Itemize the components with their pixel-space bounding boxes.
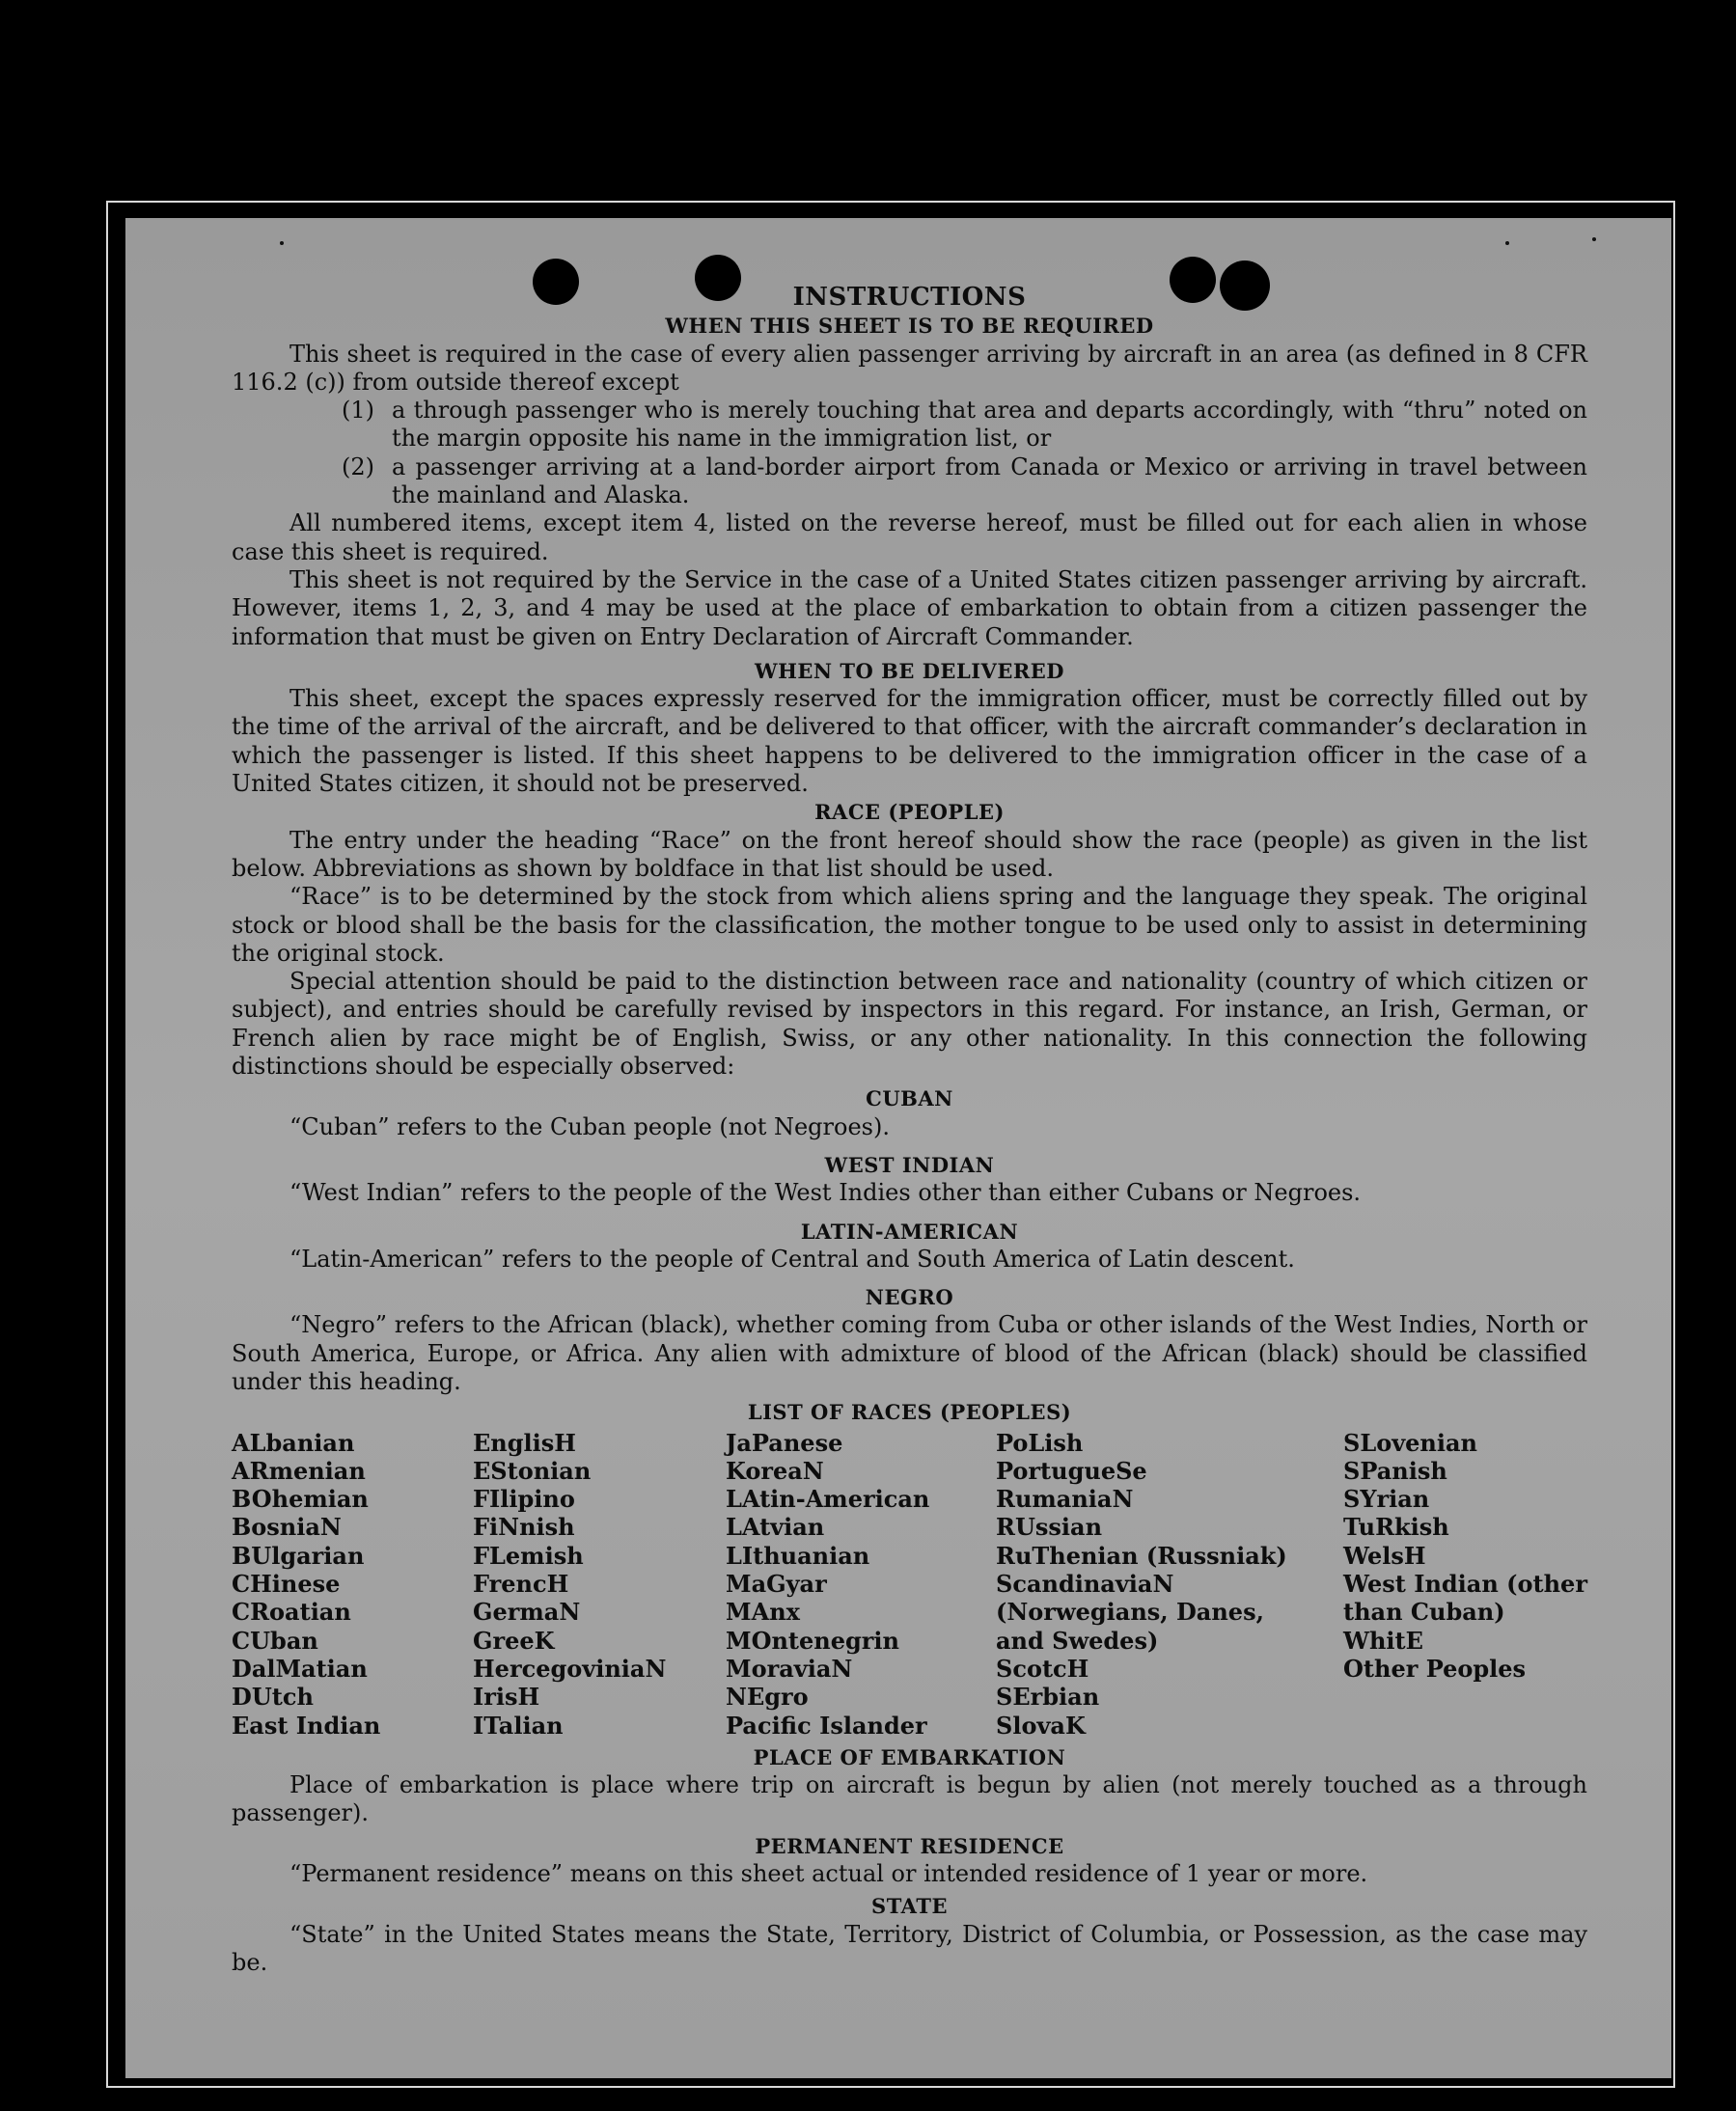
race-entry: RumaniaN (996, 1485, 1134, 1514)
race-entry: DalMatian (232, 1654, 368, 1683)
race-entry: FLemish (473, 1541, 584, 1570)
race-entry: West Indian (other than Cuban) (1343, 1570, 1587, 1627)
paragraph-required: This sheet is required in the case of every alien passenger arriving by aircraft in an area (as defined in 8 CFR 116.2 (c)) from outside thereof except (232, 340, 1587, 396)
race-entry: MAnx (726, 1598, 800, 1627)
race-entry: ALbanian (232, 1428, 355, 1457)
race-entry: East Indian (232, 1711, 381, 1740)
race-entry: TuRkish (1343, 1513, 1449, 1542)
race-entry: ITalian (473, 1711, 564, 1740)
paragraph-cuban: “Cuban” refers to the Cuban people (not Negroes). (289, 1112, 890, 1140)
heading-when-delivered: WHEN TO BE DELIVERED (754, 658, 1064, 683)
races-column-2 (473, 1429, 726, 1740)
paragraph-race-entry: The entry under the heading “Race” on the front hereof should show the race (people) as given in the list below. Abbreviations as shown by boldface in that list should be used. (232, 826, 1587, 882)
race-entry: FIlipino (473, 1485, 575, 1514)
race-entry: DUtch (232, 1683, 314, 1712)
race-entry: MaGyar (726, 1570, 827, 1599)
paragraph-west-indian: “West Indian” refers to the people of the West Indies other than either Cubans or Negroes. (289, 1179, 1362, 1207)
race-entry: FiNnish (473, 1513, 575, 1542)
race-entry: HercegoviniaN (473, 1654, 667, 1683)
race-entry: LAtin-American (726, 1485, 930, 1514)
scan-speck (1592, 237, 1596, 241)
heading-negro: NEGRO (865, 1285, 954, 1310)
item-number: (2) (342, 452, 374, 480)
item-text: a passenger arriving at a land-border airport from Canada or Mexico or arriving in travel between the mainland and Alaska. (392, 452, 1587, 509)
race-entry: PoLish (996, 1428, 1084, 1457)
paragraph-embarkation: Place of embarkation is place where trip on aircraft is begun by alien (not merely touched as a through passenger). (232, 1771, 1587, 1827)
race-entry: SlovaK (996, 1711, 1086, 1740)
race-entry: FrencH (473, 1570, 569, 1599)
race-entry: PortugueSe (996, 1456, 1147, 1485)
scan-speck (1505, 241, 1509, 245)
heading-when-required: WHEN THIS SHEET IS TO BE REQUIRED (665, 314, 1154, 339)
race-entry: RuThenian (Russniak) (996, 1541, 1287, 1570)
heading-state: STATE (871, 1894, 948, 1919)
race-entry: RUssian (996, 1513, 1103, 1542)
page-title: INSTRUCTIONS (792, 283, 1027, 312)
heading-latin-american: LATIN-AMERICAN (800, 1219, 1019, 1244)
paragraph-numbered-items: All numbered items, except item 4, listed on the reverse hereof, must be filled out for each alien in whose case this sheet is required. (232, 509, 1587, 565)
paragraph-residence: “Permanent residence” means on this sheet actual or intended residence of 1 year or more. (289, 1860, 1368, 1888)
race-entry: GermaN (473, 1598, 581, 1627)
paragraph-latin-american: “Latin-American” refers to the people of Central and South America of Latin descent. (289, 1245, 1295, 1273)
race-entry: SErbian (996, 1683, 1100, 1712)
race-entry: BUlgarian (232, 1541, 365, 1570)
paragraph-citizen: This sheet is not required by the Service in the case of a United States citizen passenger arriving by aircraft. However, items 1, 2, 3, and 4 may be used at the place of embarkation to obtain from a citizen passenger the information that must be given on Entry Declaration of Aircraft Commander. (232, 565, 1587, 650)
race-entry: KoreaN (726, 1456, 824, 1485)
paragraph-state: “State” in the United States means the State, Territory, District of Columbia, or Possession, as the case may be. (232, 1920, 1587, 1976)
race-entry: CHinese (232, 1570, 341, 1599)
race-entry: NEgro (726, 1683, 809, 1712)
races-column-1 (232, 1429, 473, 1740)
race-entry: MoraviaN (726, 1654, 853, 1683)
item-text: a through passenger who is merely touching that area and departs accordingly, with “thru” noted on the margin opposite his name in the immigration list, or (392, 397, 1587, 452)
paragraph-negro: “Negro” refers to the African (black), whether coming from Cuba or other islands of the West Indies, North or South America, Europe, or Africa. Any alien with admixture of blood of the African (black) should be classified under this heading. (232, 1311, 1587, 1395)
races-column-3 (726, 1429, 996, 1740)
exception-item-1 (232, 397, 1587, 453)
race-entry: Other Peoples (1343, 1654, 1527, 1683)
race-entry: BOhemian (232, 1485, 369, 1514)
races-column-4 (996, 1429, 1343, 1740)
race-entry: IrisH (473, 1683, 540, 1712)
race-entry: JaPanese (726, 1428, 843, 1457)
race-entry: SPanish (1343, 1456, 1447, 1485)
race-entry: ARmenian (232, 1456, 366, 1485)
paragraph-race-stock: “Race” is to be determined by the stock from which aliens spring and the language they speak. The original stock or blood shall be the basis for the classification, the mother tongue to be used only to assist in determining the original stock. (232, 883, 1587, 967)
heading-west-indian: WEST INDIAN (824, 1152, 995, 1177)
heading-permanent-residence: PERMANENT RESIDENCE (755, 1833, 1064, 1858)
paragraph-delivery: This sheet, except the spaces expressly reserved for the immigration officer, must be correctly filled out by the time of the arrival of the aircraft, and be delivered to that officer, with the aircraft commander’s declaration in which the passenger is listed. If this sheet happens to be delivered to the immigration officer in the case of a United States citizen, it should not be preserved. (232, 685, 1587, 798)
race-entry: CUban (232, 1626, 318, 1655)
race-entry: MOntenegrin (726, 1626, 899, 1655)
race-entry: ScotcH (996, 1654, 1089, 1683)
exception-item-2 (232, 453, 1587, 510)
heading-list-of-races: LIST OF RACES (PEOPLES) (747, 1400, 1072, 1425)
race-entry: WelsH (1343, 1541, 1426, 1570)
heading-race: RACE (PEOPLE) (814, 800, 1005, 825)
races-list (232, 1429, 1587, 1740)
race-entry: LAtvian (726, 1513, 825, 1542)
document-sheet (125, 218, 1671, 2078)
race-entry: EnglisH (473, 1428, 576, 1457)
heading-cuban: CUBAN (866, 1086, 953, 1111)
heading-place-of-embarkation: PLACE OF EMBARKATION (753, 1744, 1066, 1769)
race-entry: SLovenian (1343, 1428, 1477, 1457)
race-entry: BosniaN (232, 1513, 342, 1542)
race-entry: LIthuanian (726, 1541, 870, 1570)
race-entry: EStonian (473, 1456, 592, 1485)
scan-speck (280, 241, 284, 245)
race-entry: WhitE (1343, 1626, 1423, 1655)
instructions-body (232, 284, 1587, 1977)
race-entry: GreeK (473, 1626, 555, 1655)
item-number: (1) (342, 397, 374, 425)
race-entry: SYrian (1343, 1485, 1430, 1514)
race-entry: ScandinaviaN (Norwegians, Danes, and Swedes) (996, 1570, 1264, 1655)
race-entry: CRoatian (232, 1598, 351, 1627)
races-column-5 (1343, 1429, 1587, 1740)
race-entry: Pacific Islander (726, 1711, 927, 1740)
paragraph-race-nationality: Special attention should be paid to the distinction between race and nationality (country of which citizen or subject), and entries should be carefully revised by inspectors in this regard. For instance, an Irish, German, or French alien by race might be of English, Swiss, or any other nationality. In this connection the following distinctions should be especially observed: (232, 968, 1587, 1081)
